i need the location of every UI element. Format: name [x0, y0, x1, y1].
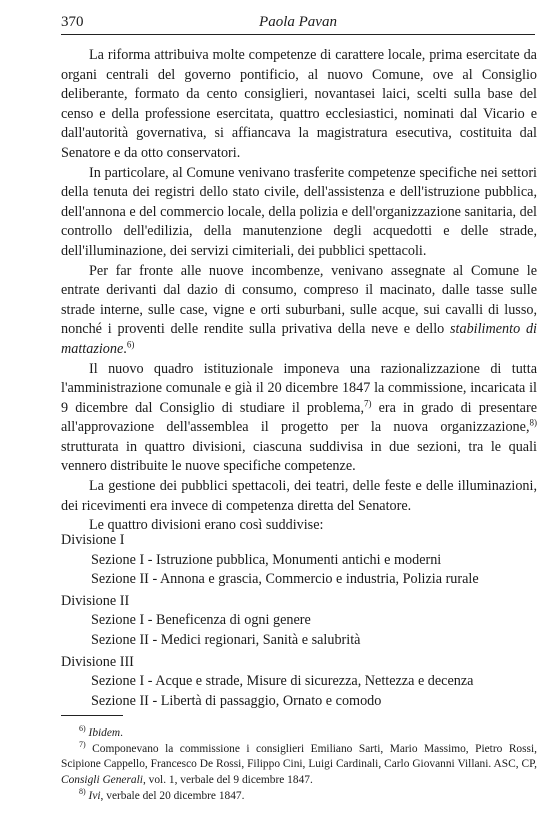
footnote-italic: Consigli Generali — [61, 773, 143, 786]
paragraph-text: era in grado di presentare all'approvazione dell'assemblea il progetto per la nuova organizzazione, — [61, 399, 537, 436]
section-item: Sezione II - Libertà di passaggio, Ornato e comodo — [91, 692, 382, 709]
section-item: Sezione I - Acque e strade, Misure di sicurezza, Nettezza e decenza — [91, 673, 474, 690]
paragraph — [61, 360, 537, 478]
paragraph-text: strutturata in quattro divisioni, ciascuna suddivisa in due sezioni, tra le quali vennero distribuite le nuove specifiche competenze. — [61, 438, 537, 475]
footnote-mark: 8) — [79, 787, 86, 797]
paragraph: La gestione dei pubblici spettacoli, dei teatri, delle feste e delle illuminazioni, dei ricevimenti era invece di competenza diretta del Senatore. — [61, 478, 537, 514]
section-item: Sezione II - Annona e grascia, Commercio e industria, Polizia rurale — [91, 571, 479, 588]
paragraph — [61, 262, 537, 360]
footnote-mark: 6) — [79, 724, 86, 734]
footnote-text: , verbale del 20 dicembre 1847. — [100, 789, 245, 802]
footnote-mark: 7) — [79, 740, 86, 750]
footnote — [61, 726, 537, 741]
division-title: Divisione III — [61, 653, 134, 670]
footnote-italic: Ivi — [88, 789, 101, 802]
footnote-ref[interactable]: 8) — [529, 417, 537, 428]
footnotes — [61, 726, 537, 805]
section-item: Sezione I - Beneficenza di ogni genere — [91, 612, 311, 629]
page-header — [61, 12, 535, 35]
footnote-text: , vol. 1, verbale del 9 dicembre 1847. — [142, 773, 313, 786]
running-head: Paola Pavan — [259, 14, 337, 30]
paragraph-text: Il nuovo quadro istituzionale imponeva una razionalizzazione di tutta l'amministrazione comunale e già il 20 dicembre 1847 la commissione, incaricata il 9 dicembre dal Consiglio di studiare il problema, — [61, 360, 537, 416]
body-text — [61, 46, 537, 536]
footnote-italic: Ibidem — [88, 727, 121, 739]
footnote-ref[interactable]: 6) — [126, 339, 135, 350]
page-number: 370 — [61, 14, 84, 30]
paragraph-text: . — [123, 340, 127, 357]
footnote-text: Componevano la commissione i consiglieri Emiliano Sarti, Mario Massimo, Pietro Rossi, Scipione Cappello, Francesco De Rossi, Filippo Cini, Luigi Cardinali, Carlo Giovanni Villani. ASC, CP, — [61, 743, 537, 771]
footnote — [61, 789, 537, 804]
paragraph: La riforma attribuiva molte competenze di carattere locale, prima esercitate da organi centrali del governo pontificio, al nuovo Comune, ove al Consiglio deliberante, formato da cento consiglieri, novantasei laici, scelti sulla base del censo e della professione esercitata, quattro ecclesiastici, nominati dal Vicario e dall'autorità governativa, si affiancava la magistratura esecutiva, costituita dal Senatore e da otto conservatori. — [61, 47, 537, 161]
division-title: Divisione II — [61, 592, 130, 609]
footnote — [61, 742, 537, 788]
footnote-ref[interactable]: 7) — [364, 397, 372, 408]
footnote-rule — [61, 715, 123, 716]
section-item: Sezione I - Istruzione pubblica, Monumenti antichi e moderni — [91, 551, 442, 568]
divisions-list — [61, 531, 537, 711]
paragraph: In particolare, al Comune venivano trasferite competenze specifiche nei settori della tenuta dei registri dello stato civile, dell'assistenza e dell'istruzione pubblica, dell'annona e del commercio locale, della polizia e dell'organizzazione sanitaria, del controllo dell'edilizia, della manutenzione degli acquedotti e delle strade, dell'illuminazione, dei servizi cimiteriali, dei pubblici spettacoli. — [61, 164, 537, 259]
division-title: Divisione I — [61, 532, 125, 548]
section-item: Sezione II - Medici regionari, Sanità e salubrità — [91, 631, 361, 648]
paragraph: Le quattro divisioni erano così suddivise: — [89, 517, 324, 534]
italic-phrase: stabilimento di mattazione — [61, 321, 537, 357]
paragraph-text: Per far fronte alle nuove incombenze, venivano assegnate al Comune le entrate derivanti dal dazio di consumo, compreso il macinato, dalle tasse sulle strade interne, sulle case, vigne e orti suburbani, sulle acque, sui cavalli di lusso, nonché i proventi delle rendite sulla privativa della neve e dello — [61, 262, 537, 338]
footnote-text: . — [120, 727, 124, 739]
